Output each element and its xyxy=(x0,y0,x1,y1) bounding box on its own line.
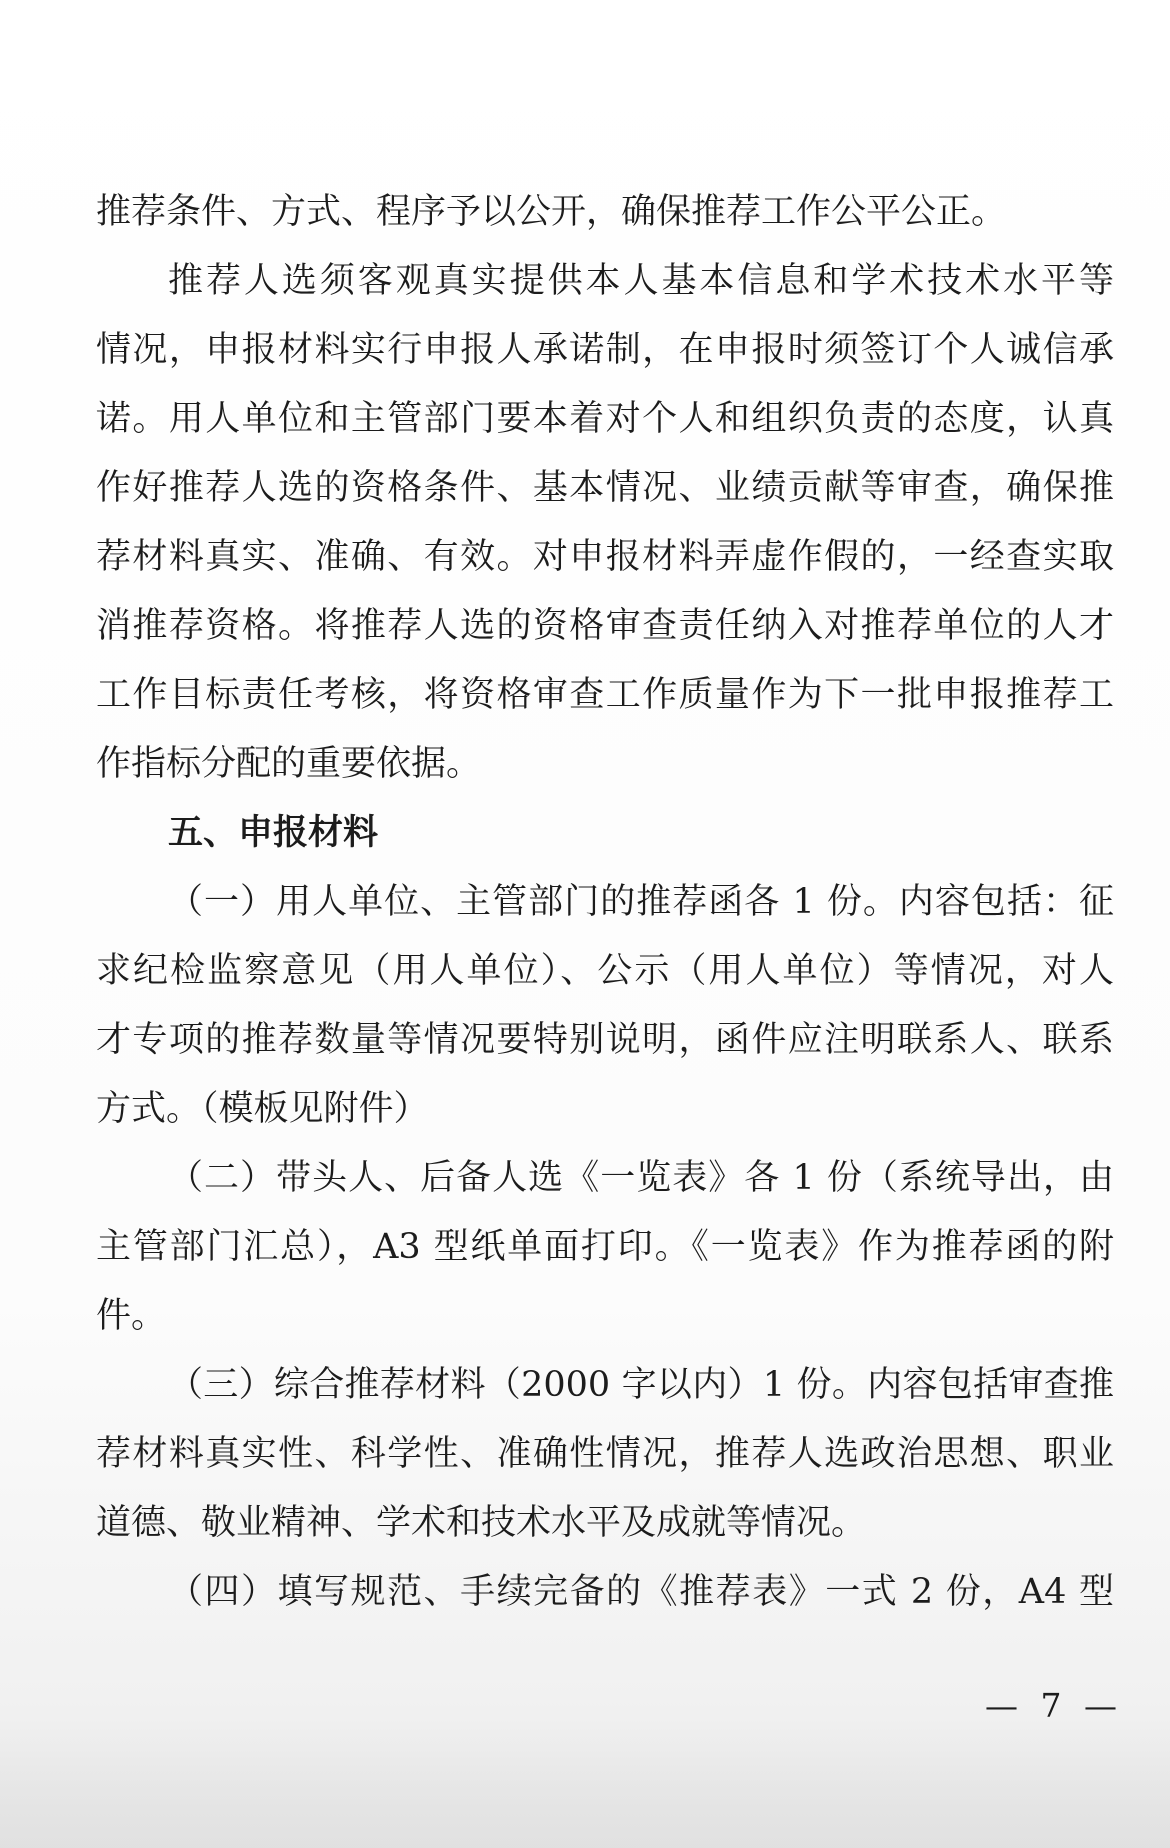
paragraph-line: 工作目标责任考核，将资格审查工作质量作为下一批申报推荐工 xyxy=(96,675,1114,715)
paragraph-line: 诺。用人单位和主管部门要本着对个人和组织负责的态度，认真 xyxy=(96,399,1114,439)
page-number: — 7 — xyxy=(985,1686,1123,1725)
paragraph-line: 作好推荐人选的资格条件、基本情况、业绩贡献等审查，确保推 xyxy=(96,468,1114,508)
paragraph-line: 件。 xyxy=(96,1296,167,1336)
paragraph-line: 情况，申报材料实行申报人承诺制，在申报时须签订个人诚信承 xyxy=(96,330,1114,370)
paragraph-line: （二）带头人、后备人选《一览表》各 1 份（系统导出，由 xyxy=(168,1158,1114,1198)
paragraph-line: 方式。（模板见附件） xyxy=(96,1089,429,1129)
paragraph-line: （一）用人单位、主管部门的推荐函各 1 份。内容包括：征 xyxy=(168,882,1114,922)
paragraph-line: 主管部门汇总），A3 型纸单面打印。《一览表》作为推荐函的附 xyxy=(96,1227,1114,1267)
paragraph-line: 消推荐资格。将推荐人选的资格审查责任纳入对推荐单位的人才 xyxy=(96,606,1114,646)
paragraph-line: 荐材料真实、准确、有效。对申报材料弄虚作假的，一经查实取 xyxy=(96,537,1114,577)
body-text xyxy=(96,178,1114,1627)
paragraph-line: 道德、敬业精神、学术和技术水平及成就等情况。 xyxy=(96,1503,867,1543)
paragraph-line: （四）填写规范、手续完备的《推荐表》一式 2 份，A4 型 xyxy=(168,1572,1114,1612)
paragraph-line: 推荐条件、方式、程序予以公开，确保推荐工作公平公正。 xyxy=(96,192,1007,232)
paragraph-line: 求纪检监察意见（用人单位）、公示（用人单位）等情况，对人 xyxy=(96,951,1114,991)
paragraph-line: （三）综合推荐材料（2000 字以内）1 份。内容包括审查推 xyxy=(168,1365,1114,1405)
paragraph-line: 推荐人选须客观真实提供本人基本信息和学术技术水平等 xyxy=(168,261,1114,301)
paragraph-line: 才专项的推荐数量等情况要特别说明，函件应注明联系人、联系 xyxy=(96,1020,1114,1060)
page-shadow xyxy=(0,1728,1170,1848)
paragraph-line: 作指标分配的重要依据。 xyxy=(96,744,482,784)
paragraph-line: 荐材料真实性、科学性、准确性情况，推荐人选政治思想、职业 xyxy=(96,1434,1114,1474)
section-heading: 五、申报材料 xyxy=(168,813,379,853)
